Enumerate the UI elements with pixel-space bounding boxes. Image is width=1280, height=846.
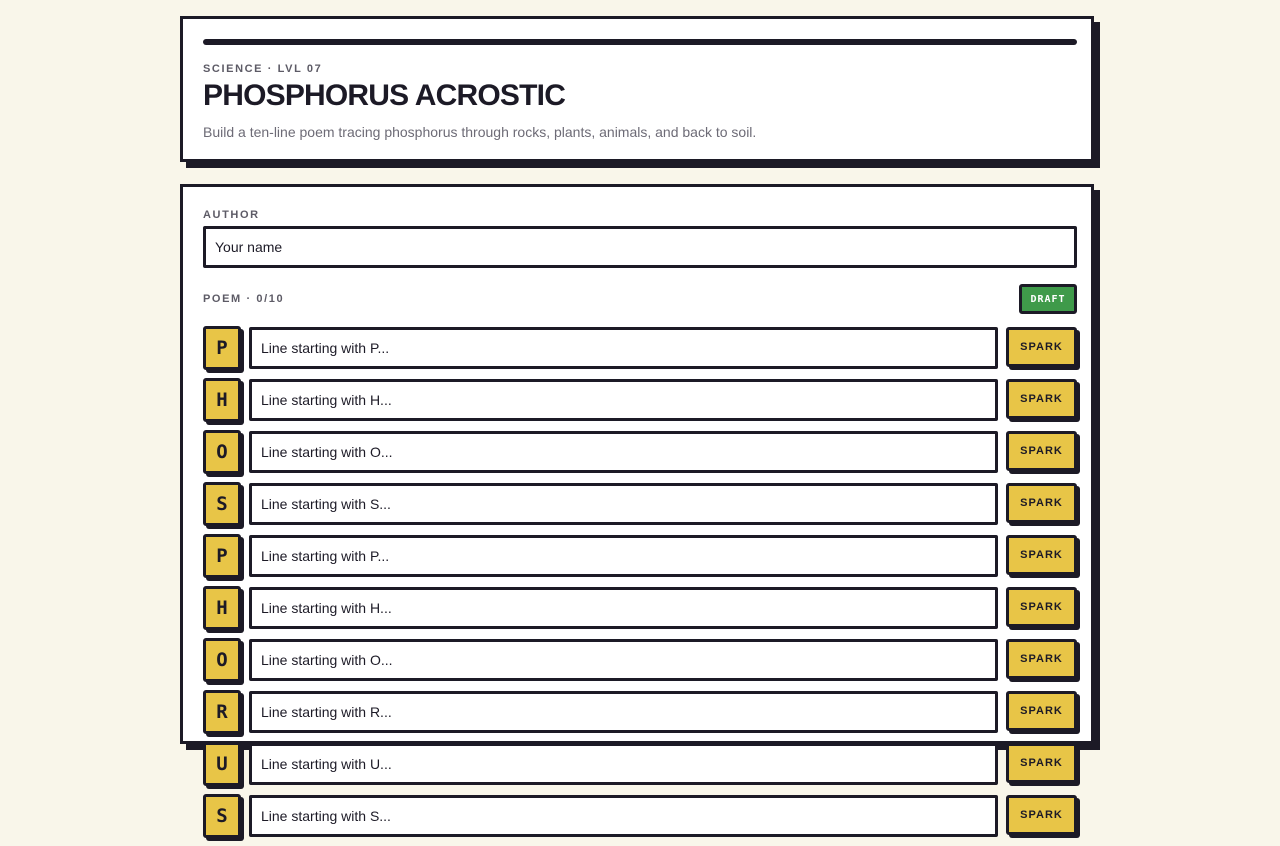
acrostic-line <box>203 638 1077 690</box>
line-input[interactable] <box>249 639 998 681</box>
acrostic-line <box>203 378 1077 430</box>
spark-button[interactable]: SPARK <box>1006 535 1077 575</box>
letter-tile: S <box>203 482 241 526</box>
spark-button[interactable]: SPARK <box>1006 795 1077 835</box>
line-input[interactable] <box>249 743 998 785</box>
acrostic-line <box>203 482 1077 534</box>
spark-button[interactable]: SPARK <box>1006 327 1077 367</box>
acrostic-line <box>203 430 1077 482</box>
line-input[interactable] <box>249 379 998 421</box>
page-title: PHOSPHORUS ACROSTIC <box>203 79 566 112</box>
line-input[interactable] <box>249 483 998 525</box>
accent-bar <box>203 39 1077 45</box>
page-subtitle: Build a ten-line poem tracing phosphorus through rocks, plants, animals, and back to soil. <box>203 124 757 140</box>
author-input[interactable] <box>203 226 1077 268</box>
letter-tile: R <box>203 690 241 734</box>
status-badge: DRAFT <box>1019 284 1077 314</box>
acrostic-line <box>203 586 1077 638</box>
acrostic-line <box>203 326 1077 378</box>
letter-tile: P <box>203 326 241 370</box>
author-label: AUTHOR <box>203 209 260 221</box>
line-input[interactable] <box>249 431 998 473</box>
line-input[interactable] <box>249 535 998 577</box>
spark-button[interactable]: SPARK <box>1006 743 1077 783</box>
letter-tile: H <box>203 586 241 630</box>
spark-button[interactable]: SPARK <box>1006 691 1077 731</box>
line-input[interactable] <box>249 691 998 733</box>
spark-button[interactable]: SPARK <box>1006 639 1077 679</box>
spark-button[interactable]: SPARK <box>1006 587 1077 627</box>
poem-form-card <box>180 184 1094 827</box>
spark-button[interactable]: SPARK <box>1006 379 1077 419</box>
letter-tile: O <box>203 430 241 474</box>
letter-tile: H <box>203 378 241 422</box>
acrostic-line <box>203 534 1077 586</box>
letter-tile: P <box>203 534 241 578</box>
letter-tile: U <box>203 742 241 786</box>
spark-button[interactable]: SPARK <box>1006 483 1077 523</box>
header-card <box>180 16 1094 162</box>
level-kicker: SCIENCE · LVL 07 <box>203 63 323 75</box>
line-input[interactable] <box>249 587 998 629</box>
acrostic-line <box>203 690 1077 742</box>
letter-tile: S <box>203 794 241 838</box>
line-input[interactable] <box>249 795 998 837</box>
acrostic-line <box>203 742 1077 794</box>
poem-progress-label: POEM · 0/10 <box>203 293 285 305</box>
acrostic-line <box>203 794 1077 846</box>
letter-tile: O <box>203 638 241 682</box>
line-input[interactable] <box>249 327 998 369</box>
acrostic-lines <box>203 326 1077 846</box>
spark-button[interactable]: SPARK <box>1006 431 1077 471</box>
